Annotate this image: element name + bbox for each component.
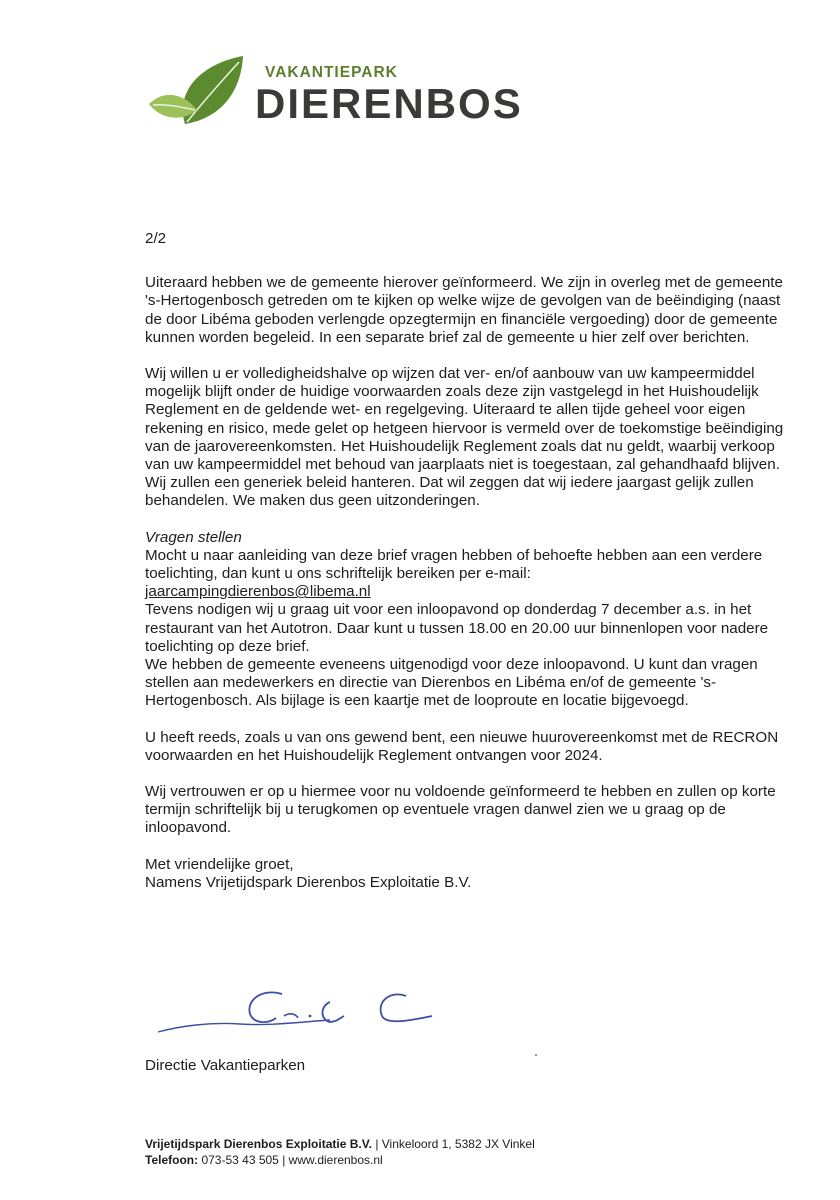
paragraph-contract: U heeft reeds, zoals u van ons gewend bent, een nieuwe huurovereenkomst met de RECRON voorwaarden en het Huishoudelijk Reglement ontvangen voor 2024. (145, 728, 779, 764)
footer-address: | Vinkeloord 1, 5382 JX Vinkel (375, 1137, 535, 1151)
page-number: 2/2 (145, 230, 167, 247)
logo-title: DIERENBOS (255, 80, 523, 127)
paragraph-municipality: Uiteraard hebben we de gemeente hierover geïnformeerd. We zijn in overleg met de gemeente 's-Hertogenbosch getreden om te kijken op welke wijze de gevolgen van de beëindiging (naast de door Libéma geboden verlengde opzegtermijn en financiële vergoeding) door de gemeente kunnen worden begeleid. In een separate brief zal de gemeente u hier zelf over berichten. (145, 274, 783, 346)
paragraph-closing-note: Wij vertrouwen er op u hiermee voor nu voldoende geïnformeerd te hebben en zullen op korte termijn schriftelijk bij u terugkomen op eventuele vragen danwel zien we u graag op de inloopavond. (145, 783, 776, 837)
scan-speck (535, 1054, 537, 1056)
letter-footer (145, 1136, 535, 1168)
footer-line-1 (145, 1136, 535, 1152)
leaf-logo-icon (145, 52, 257, 132)
on-behalf-line: Namens Vrijetijdspark Dierenbos Exploitatie B.V. (145, 873, 472, 891)
footer-line-2 (145, 1152, 535, 1168)
footer-phone-label: Telefoon: (145, 1153, 199, 1167)
handwritten-signature-icon (150, 982, 450, 1046)
footer-phone: 073-53 43 505 (201, 1153, 279, 1167)
paragraph-municipality-invited: We hebben de gemeente eveneens uitgenodigd voor deze inloopavond. U kunt dan vragen stellen aan medewerkers en directie van Dierenbos en Libéma en/of de gemeente 's-Hertogenbosch. Als bijlage is een kaartje met de looproute en locatie bijgevoegd. (145, 656, 758, 710)
footer-website[interactable]: | www.dierenbos.nl (282, 1153, 383, 1167)
email-link[interactable]: jaarcampingdierenbos@libema.nl (145, 583, 371, 601)
footer-company: Vrijetijdspark Dierenbos Exploitatie B.V. (145, 1137, 372, 1151)
contact-text: Mocht u naar aanleiding van deze brief vragen hebben of behoefte hebben aan een verdere toelichting, dan kunt u ons schriftelijk bereiken per e-mail: (145, 546, 763, 583)
logo-subtitle: VAKANTIEPARK (265, 64, 398, 81)
signatory-role: Directie Vakantieparken (145, 1057, 306, 1074)
closing-greeting: Met vriendelijke groet, (145, 855, 294, 873)
company-logo (145, 52, 523, 132)
paragraph-construction: Wij willen u er volledigheidshalve op wijzen dat ver- en/of aanbouw van uw kampeermiddel mogelijk blijft onder de huidige voorwaarden zoals deze zijn vastgelegd in het Huishoudelijk Reglement en de geldende wet- en regelgeving. Uiteraard te allen tijde geheel voor eigen rekening en risico, mede gelet op hetgeen hiervoor is vermeld over de toekomstige beëindiging van de jaarovereenkomsten. Het Huishoudelijk Reglement zoals dat nu geldt, waarbij verkoop van uw kampeermiddel met behoud van jaarplaats niet is toegestaan, zal gehandhaafd blijven. Wij zullen een generiek beleid hanteren. Dat wil zeggen dat wij iedere jaargast gelijk zullen behandelen. We maken dus geen uitzonderingen. (145, 365, 784, 510)
subheading-questions: Vragen stellen (145, 528, 242, 546)
paragraph-invitation: Tevens nodigen wij u graag uit voor een inloopavond op donderdag 7 december a.s. in het restaurant van het Autotron. Daar kunt u tussen 18.00 en 20.00 uur binnenlopen voor nadere toelichting op deze brief. (145, 601, 769, 655)
paragraph-contact (145, 547, 785, 602)
letter-body (145, 230, 785, 892)
